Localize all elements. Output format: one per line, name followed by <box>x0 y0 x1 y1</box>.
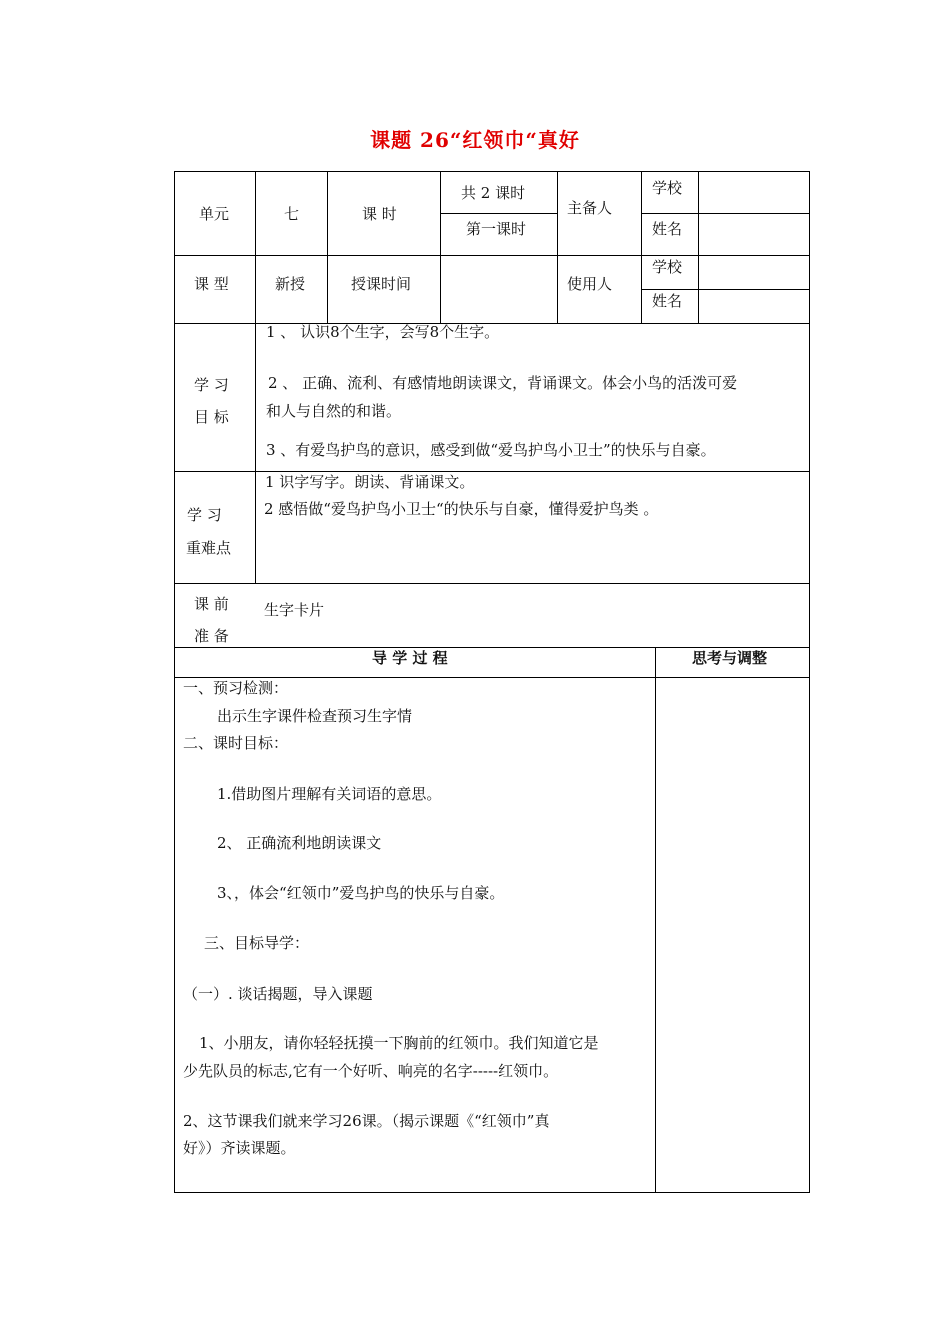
prep-value: 生字卡片 <box>264 601 325 619</box>
process-line: 二、课时目标： <box>183 734 289 752</box>
process-line: 1、小朋友，请你轻轻抚摸一下胸前的红领巾。我们知道它是 <box>199 1034 599 1052</box>
user-split-line <box>641 289 810 290</box>
row-divider-1 <box>174 255 810 256</box>
goals-label-line2: 目 标 <box>194 408 229 426</box>
preparer-label: 主备人 <box>567 199 613 217</box>
process-line: 1.借助图片理解有关词语的意思。 <box>217 785 442 803</box>
keypoint-item: 2 感悟做“爱鸟护鸟小卫士“的快乐与自豪，懂得爱护鸟类 。 <box>264 500 659 518</box>
user-label: 使用人 <box>567 275 613 293</box>
process-line: 2、这节课我们就来学习26课。（揭示课题《“红领巾”真 <box>183 1112 550 1130</box>
col-divider-3 <box>440 171 441 324</box>
goal-item: 2 、 正确、流利、有感情地朗读课文，背诵课文。体会小鸟的活泼可爱 <box>268 374 738 392</box>
preparer-split-line <box>641 213 810 214</box>
lesson-type-value: 新授 <box>275 275 306 293</box>
goal-item: 3 、有爱鸟护鸟的意识，感受到做“爱鸟护鸟小卫士”的快乐与自豪。 <box>266 441 716 459</box>
col-divider-1 <box>255 171 256 584</box>
keypoint-item: 1 识字写字。朗读、背诵课文。 <box>265 473 475 491</box>
process-side-header: 思考与调整 <box>692 649 768 667</box>
total-periods: 共 2 课时 <box>461 184 526 202</box>
teach-time-label: 授课时间 <box>351 275 412 293</box>
process-line: 三、目标导学： <box>204 934 310 952</box>
process-line: 好》）齐读课题。 <box>183 1139 296 1157</box>
process-line: （一）. 谈话揭题，导入课题 <box>183 985 373 1003</box>
unit-value: 七 <box>284 205 300 223</box>
table-border-top <box>174 171 810 172</box>
period-split-line <box>440 213 557 214</box>
process-line: 出示生字课件检查预习生字情 <box>217 707 413 725</box>
keypoints-label-line1: 学 习 <box>187 506 222 524</box>
table-border-right <box>809 171 810 1193</box>
keypoints-label-line2: 重难点 <box>186 539 232 557</box>
goal-item: 和人与自然的和谐。 <box>266 402 402 420</box>
page-title: 课题 26“红领巾“真好 <box>370 128 580 152</box>
prep-label-line1: 课 前 <box>194 595 229 613</box>
col-divider-6 <box>698 171 699 324</box>
lesson-type-label: 课 型 <box>194 275 229 293</box>
table-border-bottom <box>174 1192 810 1193</box>
row-divider-4 <box>174 583 810 584</box>
col-divider-2 <box>327 171 328 324</box>
col-divider-5 <box>641 171 642 324</box>
unit-label: 单元 <box>199 205 230 223</box>
current-period: 第一课时 <box>466 220 527 238</box>
process-header: 导 学 过 程 <box>372 649 448 667</box>
school-label-1: 学校 <box>652 179 683 197</box>
process-divider <box>655 647 656 1193</box>
name-label-2: 姓名 <box>652 292 683 310</box>
process-line: 一、预习检测： <box>183 679 289 697</box>
process-line: 2、 正确流利地朗读课文 <box>217 834 382 852</box>
process-line: 少先队员的标志,它有一个好听、响亮的名字-----红领巾。 <box>183 1062 559 1080</box>
process-line: 3、，体会“红领巾”爱鸟护鸟的快乐与自豪。 <box>217 884 505 902</box>
goals-label-line1: 学 习 <box>194 376 229 394</box>
period-label: 课 时 <box>362 205 397 223</box>
prep-label-line2: 准 备 <box>194 627 229 645</box>
school-label-2: 学校 <box>652 258 683 276</box>
goal-item: 1 、 认识8个生字，会写8个生字。 <box>266 323 500 341</box>
name-label-1: 姓名 <box>652 220 683 238</box>
table-border-left <box>174 171 175 1193</box>
col-divider-4 <box>557 171 558 324</box>
